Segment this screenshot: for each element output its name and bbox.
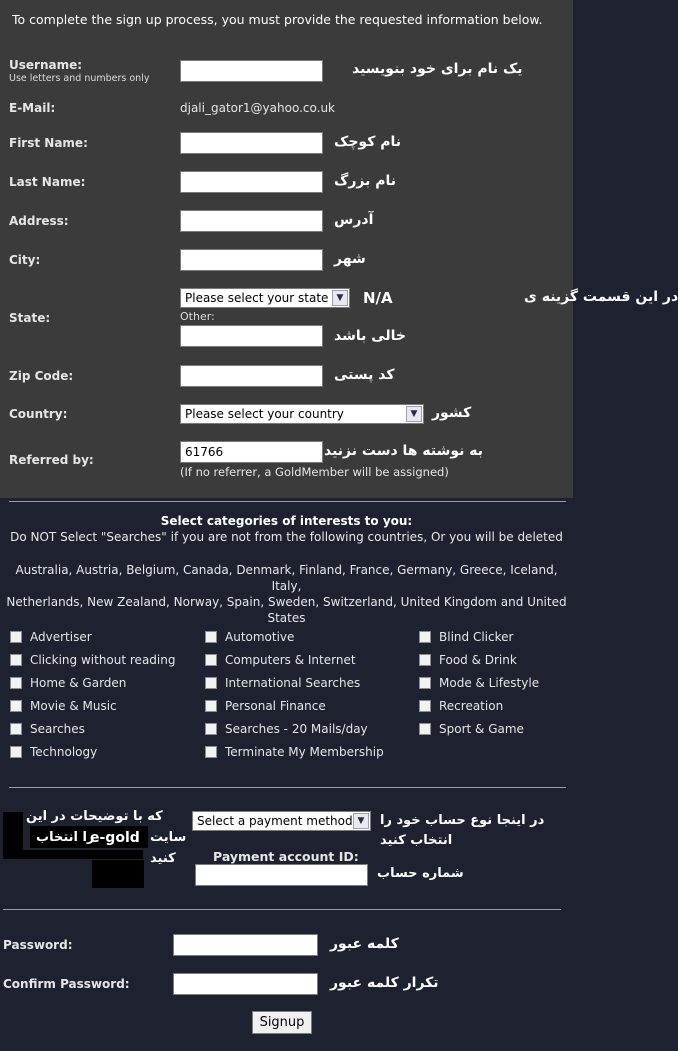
- state-select-value: Please select your state: [185, 291, 329, 305]
- checkbox[interactable]: [205, 746, 217, 758]
- last-name-input[interactable]: [180, 171, 323, 193]
- category-label: Searches - 20 Mails/day: [225, 722, 368, 736]
- category-label: Home & Garden: [30, 676, 127, 690]
- referred-fa-note: به نوشته ها دست نزنید: [324, 443, 484, 459]
- checkbox[interactable]: [10, 746, 22, 758]
- categories-title: Select categories of interests to you:: [160, 514, 413, 528]
- state-fa-note-1-text: در این قسمت گزینه ی: [524, 289, 678, 305]
- checkbox[interactable]: [10, 700, 22, 712]
- category-label: Blind Clicker: [439, 630, 514, 644]
- referred-input[interactable]: [180, 441, 323, 463]
- zip-fa-note: کد پستی: [334, 367, 395, 383]
- chevron-down-icon: ▼: [353, 813, 369, 829]
- referred-note: (If no referrer, a GoldMember will be assigned): [180, 465, 449, 479]
- checkbox[interactable]: [419, 677, 431, 689]
- state-other-label: Other:: [180, 310, 215, 323]
- zip-label: Zip Code:: [9, 369, 74, 383]
- countries-list: [6, 562, 567, 626]
- checkbox[interactable]: [205, 723, 217, 735]
- payment-fa-right-1: در اینجا نوع حساب خود را: [380, 813, 545, 828]
- checkbox[interactable]: [419, 723, 431, 735]
- category-label: Recreation: [439, 699, 504, 713]
- state-label: State:: [9, 311, 51, 325]
- username-fa-note: یک نام برای خود بنویسید: [352, 61, 523, 77]
- state-fa-note-1: [524, 289, 678, 305]
- category-label: Automotive: [225, 630, 295, 644]
- payment-fa-left-2a: سایت: [150, 830, 187, 845]
- chevron-down-icon: ▼: [332, 290, 348, 306]
- zip-input[interactable]: [180, 365, 323, 387]
- category-label: Sport & Game: [439, 722, 524, 736]
- username-label: Username:: [9, 58, 83, 72]
- state-select[interactable]: [180, 288, 350, 308]
- state-fa-note-na: N/A: [363, 289, 393, 307]
- city-label: City:: [9, 253, 41, 267]
- checkbox[interactable]: [419, 700, 431, 712]
- username-hint: Use letters and numbers only: [9, 73, 150, 84]
- payment-method-value: Select a payment method: [197, 814, 353, 828]
- category-label: International Searches: [225, 676, 361, 690]
- email-label: E-Mail:: [9, 101, 56, 115]
- category-label: Terminate My Membership: [225, 745, 384, 759]
- category-label: Technology: [30, 745, 98, 759]
- divider: [9, 787, 566, 788]
- payment-fa-left-3: کنید: [150, 851, 176, 866]
- signup-button[interactable]: Signup: [252, 1011, 312, 1034]
- address-input[interactable]: [180, 210, 323, 232]
- checkbox[interactable]: [10, 654, 22, 666]
- checkbox[interactable]: [205, 631, 217, 643]
- countries-line: Australia, Austria, Belgium, Canada, Denmark, Finland, France, Germany, Greece, Iceland, Italy,: [15, 563, 558, 593]
- last-name-fa-note: نام بزرگ: [334, 173, 397, 189]
- payment-fa-left-1: که با توضیحات در این: [26, 809, 163, 824]
- first-name-input[interactable]: [180, 132, 323, 154]
- payment-method-select[interactable]: [192, 811, 371, 831]
- city-fa-note: شهر: [334, 251, 366, 267]
- category-label: Computers & Internet: [225, 653, 356, 667]
- state-fa-note-2: خالی باشد: [334, 328, 407, 344]
- checkbox[interactable]: [205, 654, 217, 666]
- category-label: Advertiser: [30, 630, 92, 644]
- username-input[interactable]: [180, 60, 323, 82]
- checkbox[interactable]: [419, 631, 431, 643]
- countries-line: Netherlands, New Zealand, Norway, Spain, Sweden, Switzerland, United Kingdom and United: [6, 595, 567, 609]
- checkbox[interactable]: [10, 723, 22, 735]
- country-label: Country:: [9, 407, 68, 421]
- category-label: Personal Finance: [225, 699, 326, 713]
- payment-fa-right-2: انتخاب کنید: [380, 833, 453, 848]
- confirm-password-input[interactable]: [173, 973, 318, 995]
- city-input[interactable]: [180, 249, 323, 271]
- checkbox[interactable]: [205, 700, 217, 712]
- first-name-label: First Name:: [9, 136, 88, 150]
- first-name-fa-note: نام کوچک: [334, 134, 401, 150]
- confirm-password-fa-note: تکرار کلمه عبور: [330, 975, 439, 991]
- divider: [3, 909, 561, 910]
- country-fa-note: کشور: [432, 405, 472, 421]
- email-value: djali_gator1@yahoo.co.uk: [180, 101, 336, 115]
- category-label: Clicking without reading: [30, 653, 176, 667]
- address-fa-note: آدرس: [334, 212, 374, 228]
- last-name-label: Last Name:: [9, 175, 86, 189]
- redaction-block: [3, 850, 143, 859]
- instructions-text: To complete the sign up process, you must provide the requested information below.: [12, 12, 543, 27]
- payment-fa-left-2b: را انتخاب: [36, 830, 95, 845]
- instructions-banner: [0, 0, 573, 38]
- category-label: Searches: [30, 722, 85, 736]
- payment-account-input[interactable]: [195, 864, 368, 886]
- divider: [9, 501, 566, 502]
- country-select[interactable]: [180, 404, 424, 424]
- referred-label: Referred by:: [9, 453, 94, 467]
- country-select-value: Please select your country: [185, 407, 344, 421]
- category-label: Food & Drink: [439, 653, 517, 667]
- checkbox[interactable]: [10, 631, 22, 643]
- e-gold-brand: e-gold: [90, 830, 140, 846]
- redaction-block: [92, 860, 144, 888]
- password-label: Password:: [3, 938, 73, 952]
- chevron-down-icon: ▼: [406, 406, 422, 422]
- password-fa-note: کلمه عبور: [330, 936, 399, 952]
- checkbox[interactable]: [205, 677, 217, 689]
- checkbox[interactable]: [419, 654, 431, 666]
- address-label: Address:: [9, 214, 69, 228]
- confirm-password-label: Confirm Password:: [3, 977, 130, 991]
- state-other-input[interactable]: [180, 325, 323, 347]
- checkbox[interactable]: [10, 677, 22, 689]
- category-label: Movie & Music: [30, 699, 117, 713]
- categories-warning: Do NOT Select "Searches" if you are not from the following countries, Or you will be deleted: [10, 530, 563, 544]
- countries-line: States: [267, 611, 306, 625]
- password-input[interactable]: [173, 934, 318, 956]
- category-label: Mode & Lifestyle: [439, 676, 540, 690]
- payment-account-label: Payment account ID:: [213, 849, 359, 864]
- payment-account-fa-note: شماره حساب: [377, 866, 464, 881]
